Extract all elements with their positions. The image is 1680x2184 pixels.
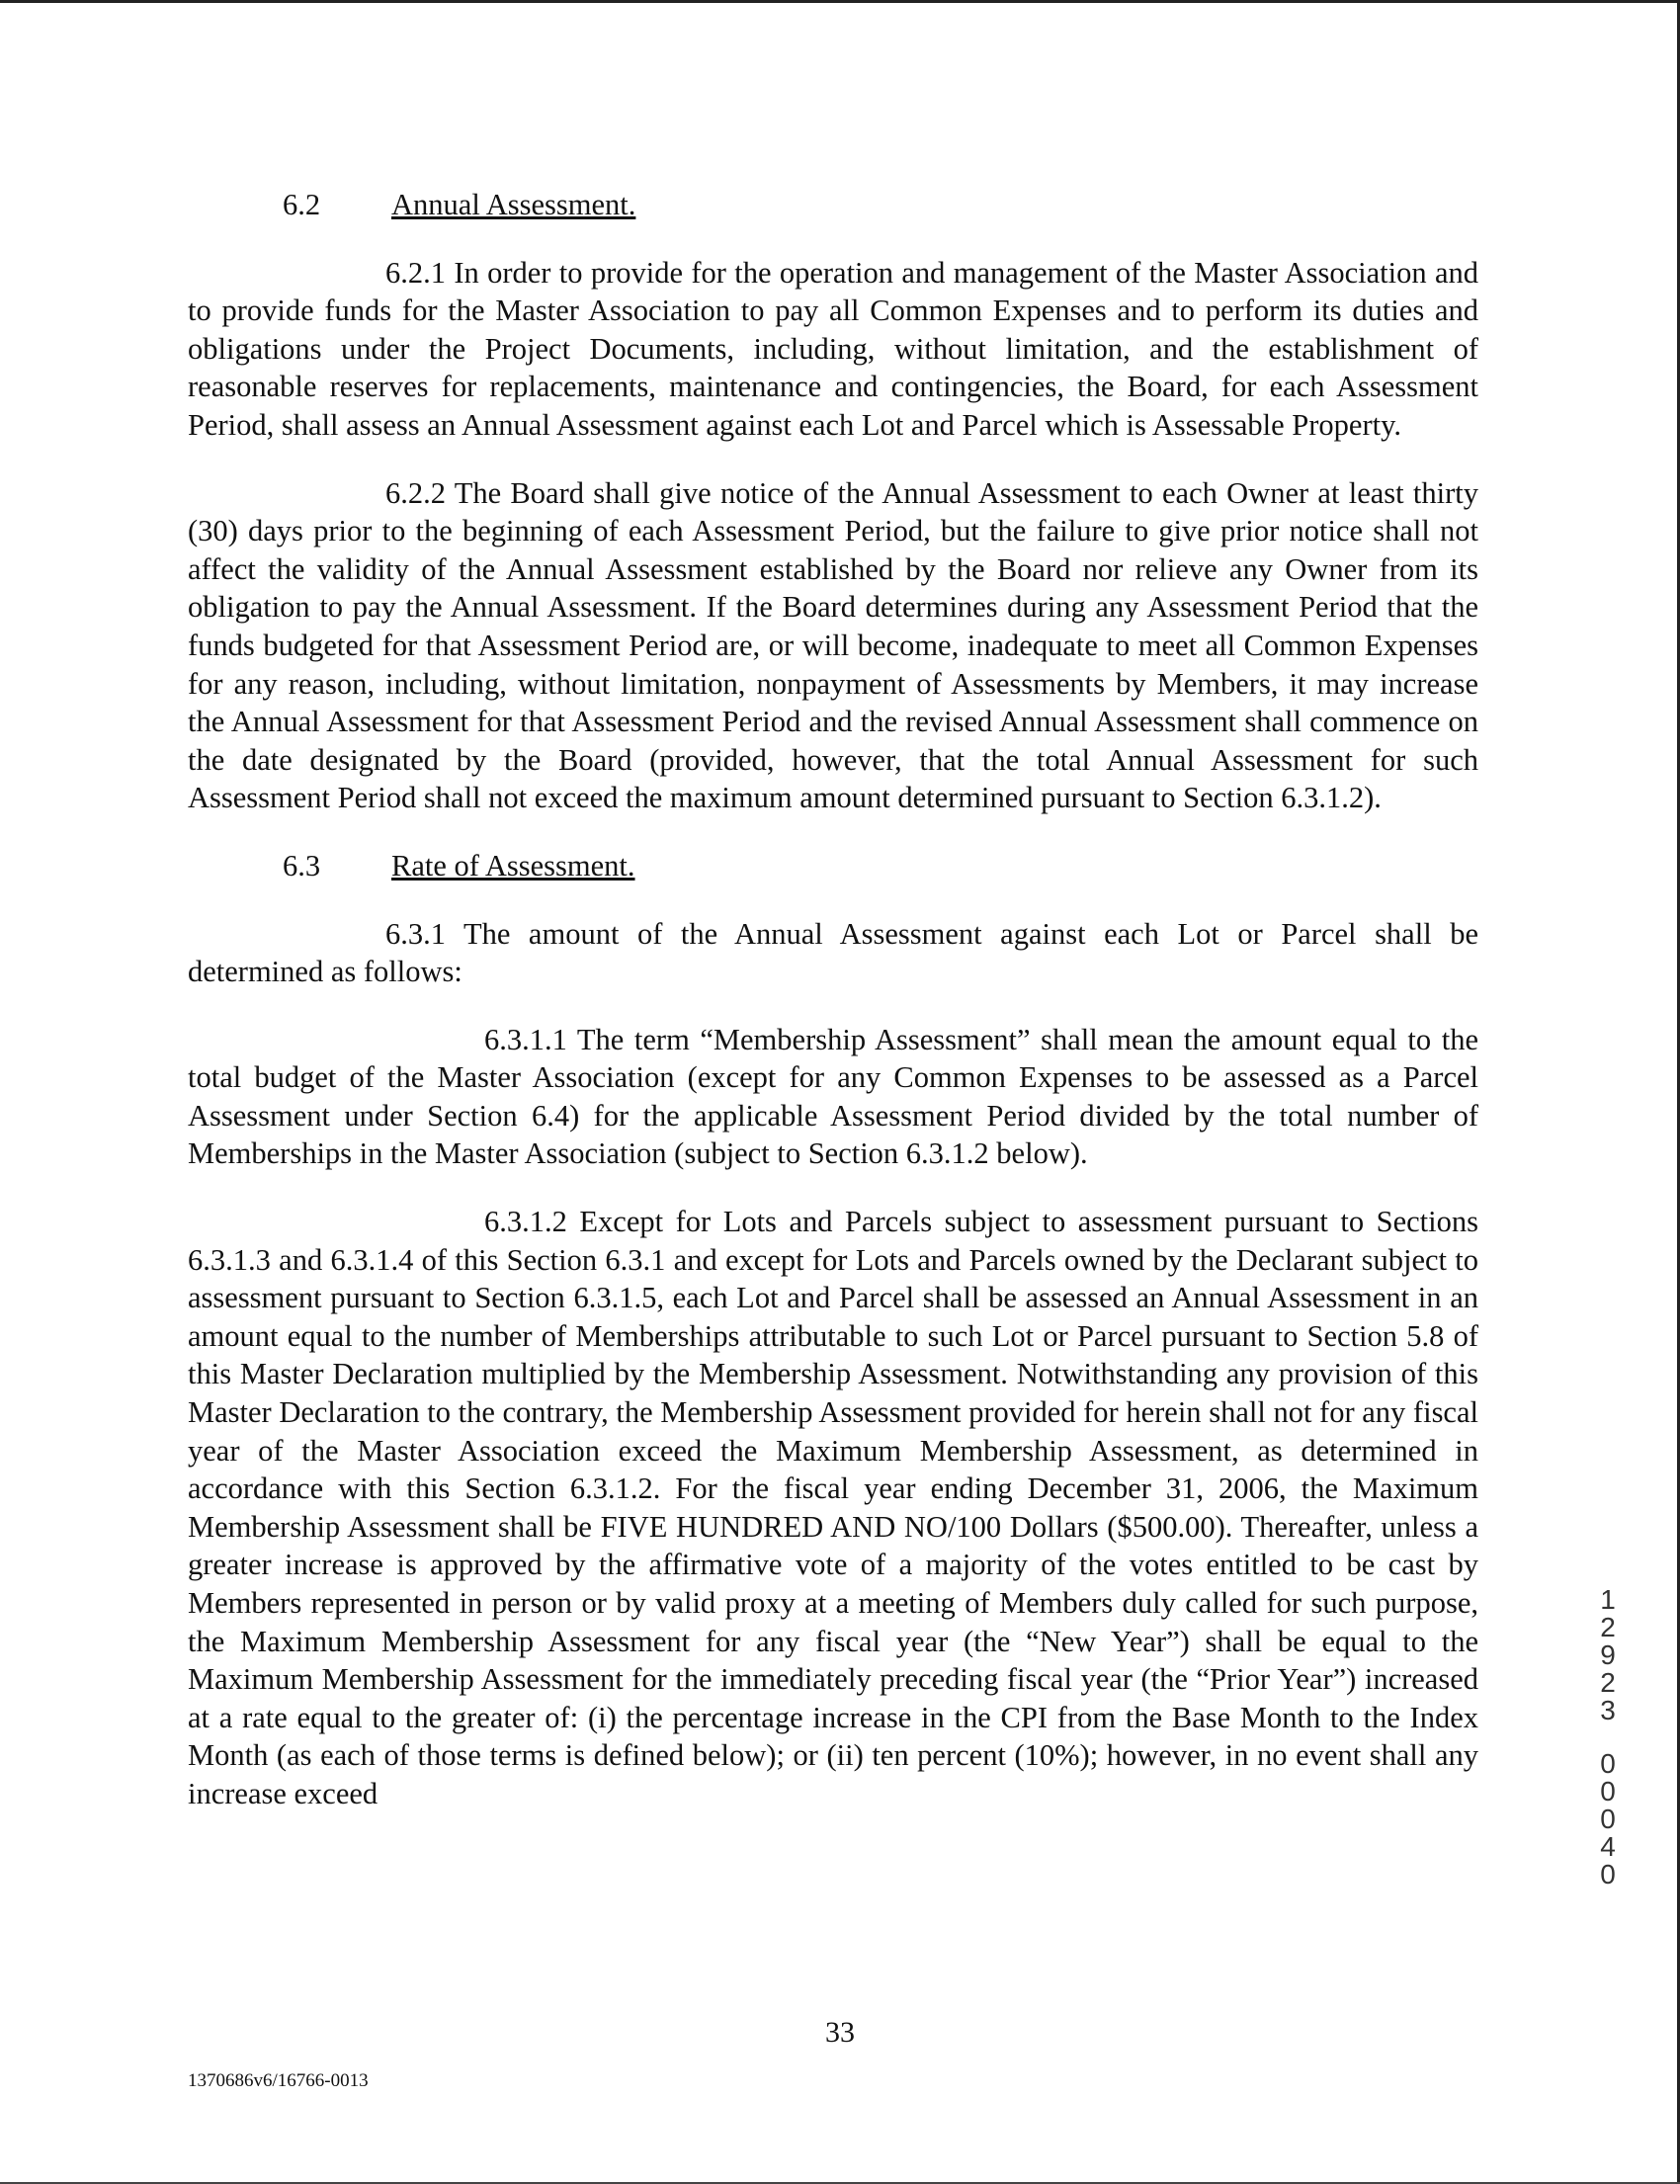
section-number: 6.2	[283, 188, 321, 221]
recording-stamp	[1594, 1586, 1622, 1889]
section-title: Annual Assessment.	[391, 188, 636, 221]
paragraph-text: Except for Lots and Parcels subject to assessment pursuant to Sections 6.3.1.3 and 6.3.1.4 of this Section 6.3.1 and except for Lots and Parcels owned by the Declarant subject to assessment pursuant to Section 6.3.1.5, each Lot and Parcel shall be assessed an Annual Assessment in an amount equal to the number of Memberships attributable to such Lot or Parcel pursuant to Section 5.8 of this Master Declaration multiplied by the Membership Assessment. Notwithstanding any provision of this Master Declaration to the contrary, the Membership Assessment provided for herein shall not for any fiscal year of the Master Association exceed the Maximum Membership Assessment, as determined in accordance with this Section 6.3.1.2. For the fiscal year ending December 31, 2006, the Maximum Membership Assessment shall be FIVE HUNDRED AND NO/100 Dollars ($500.00). Thereafter, unless a greater increase is approved by the affirmative vote of a majority of the votes entitled to be cast by Members represented in person or by valid proxy at a meeting of Members duly called for such purpose, the Maximum Membership Assessment for any fiscal year (the “New Year”) shall be equal to the Maximum Membership Assessment for the immediately preceding fiscal year (the “Prior Year”) increased at a rate equal to the greater of: (i) the percentage increase in the CPI from the Base Month to the Index Month (as each of those terms is defined below); or (ii) ten percent (10%); however, in no event shall any increase exceed	[188, 1205, 1478, 1810]
section-number: 6.3	[283, 848, 321, 882]
paragraph-number: 6.2.1	[385, 255, 446, 290]
section-heading-6-2	[188, 186, 1478, 224]
section-title: Rate of Assessment.	[391, 848, 635, 882]
paragraph-text: The Board shall give notice of the Annual Assessment to each Owner at least thirty (30) days prior to the beginning of each Assessment Period, but the failure to give prior notice shall not affect the validity of the Annual Assessment established by the Board nor relieve any Owner from its obligation to pay the Annual Assessment. If the Board determines during any Assessment Period that the funds budgeted for that Assessment Period are, or will become, inadequate to meet all Common Expenses for any reason, including, without limitation, nonpayment of Assessments by Members, it may increase the Annual Assessment for that Assessment Period and the revised Annual Assessment shall commence on the date designated by the Board (provided, however, that the total Annual Assessment for such Assessment Period shall not exceed the maximum amount determined pursuant to Section 6.3.1.2).	[188, 475, 1478, 815]
document-body	[188, 186, 1478, 1843]
stamp-digit: 1	[1600, 1584, 1616, 1615]
stamp-digit: 0	[1600, 1776, 1616, 1806]
page-border-top	[0, 0, 1680, 3]
stamp-digit: 2	[1600, 1667, 1616, 1698]
paragraph-6-3-1	[188, 915, 1478, 991]
paragraph-number: 6.3.1	[385, 916, 446, 951]
paragraph-text: The term “Membership Assessment” shall mean the amount equal to the total budget of the Master Association (except for any Common Expenses to be assessed as a Parcel Assessment under Section 6.4) for the applicable Assessment Period divided by the total number of Memberships in the Master Association (subject to Section 6.3.1.2 below).	[188, 1022, 1478, 1171]
paragraph-6-3-1-2	[188, 1203, 1478, 1813]
paragraph-6-2-2	[188, 474, 1478, 817]
stamp-digit: 3	[1600, 1695, 1616, 1725]
paragraph-text: In order to provide for the operation and management of the Master Association and to provide funds for the Master Association to pay all Common Expenses and to perform its duties and obligations under the Project Documents, including, without limitation, and the establishment of reasonable reserves for replacements, maintenance and contingencies, the Board, for each Assessment Period, shall assess an Annual Assessment against each Lot and Parcel which is Assessable Property.	[188, 255, 1478, 442]
paragraph-number: 6.2.2	[385, 475, 446, 510]
paragraph-text: The amount of the Annual Assessment against each Lot or Parcel shall be determined as follows:	[188, 916, 1478, 989]
paragraph-6-3-1-1	[188, 1021, 1478, 1173]
document-id: 1370686v6/16766-0013	[188, 2070, 369, 2091]
stamp-digit: 0	[1600, 1804, 1616, 1834]
paragraph-6-2-1	[188, 254, 1478, 445]
section-heading-6-3	[188, 847, 1478, 885]
page-number: 33	[825, 2016, 855, 2049]
stamp-digit: 0	[1600, 1859, 1616, 1890]
paragraph-number: 6.3.1.1	[484, 1022, 567, 1056]
stamp-digit: 0	[1600, 1748, 1616, 1779]
paragraph-number: 6.3.1.2	[484, 1205, 567, 1239]
stamp-digit: 2	[1600, 1612, 1616, 1642]
stamp-digit: 9	[1600, 1639, 1616, 1670]
stamp-digit: 4	[1600, 1831, 1616, 1862]
